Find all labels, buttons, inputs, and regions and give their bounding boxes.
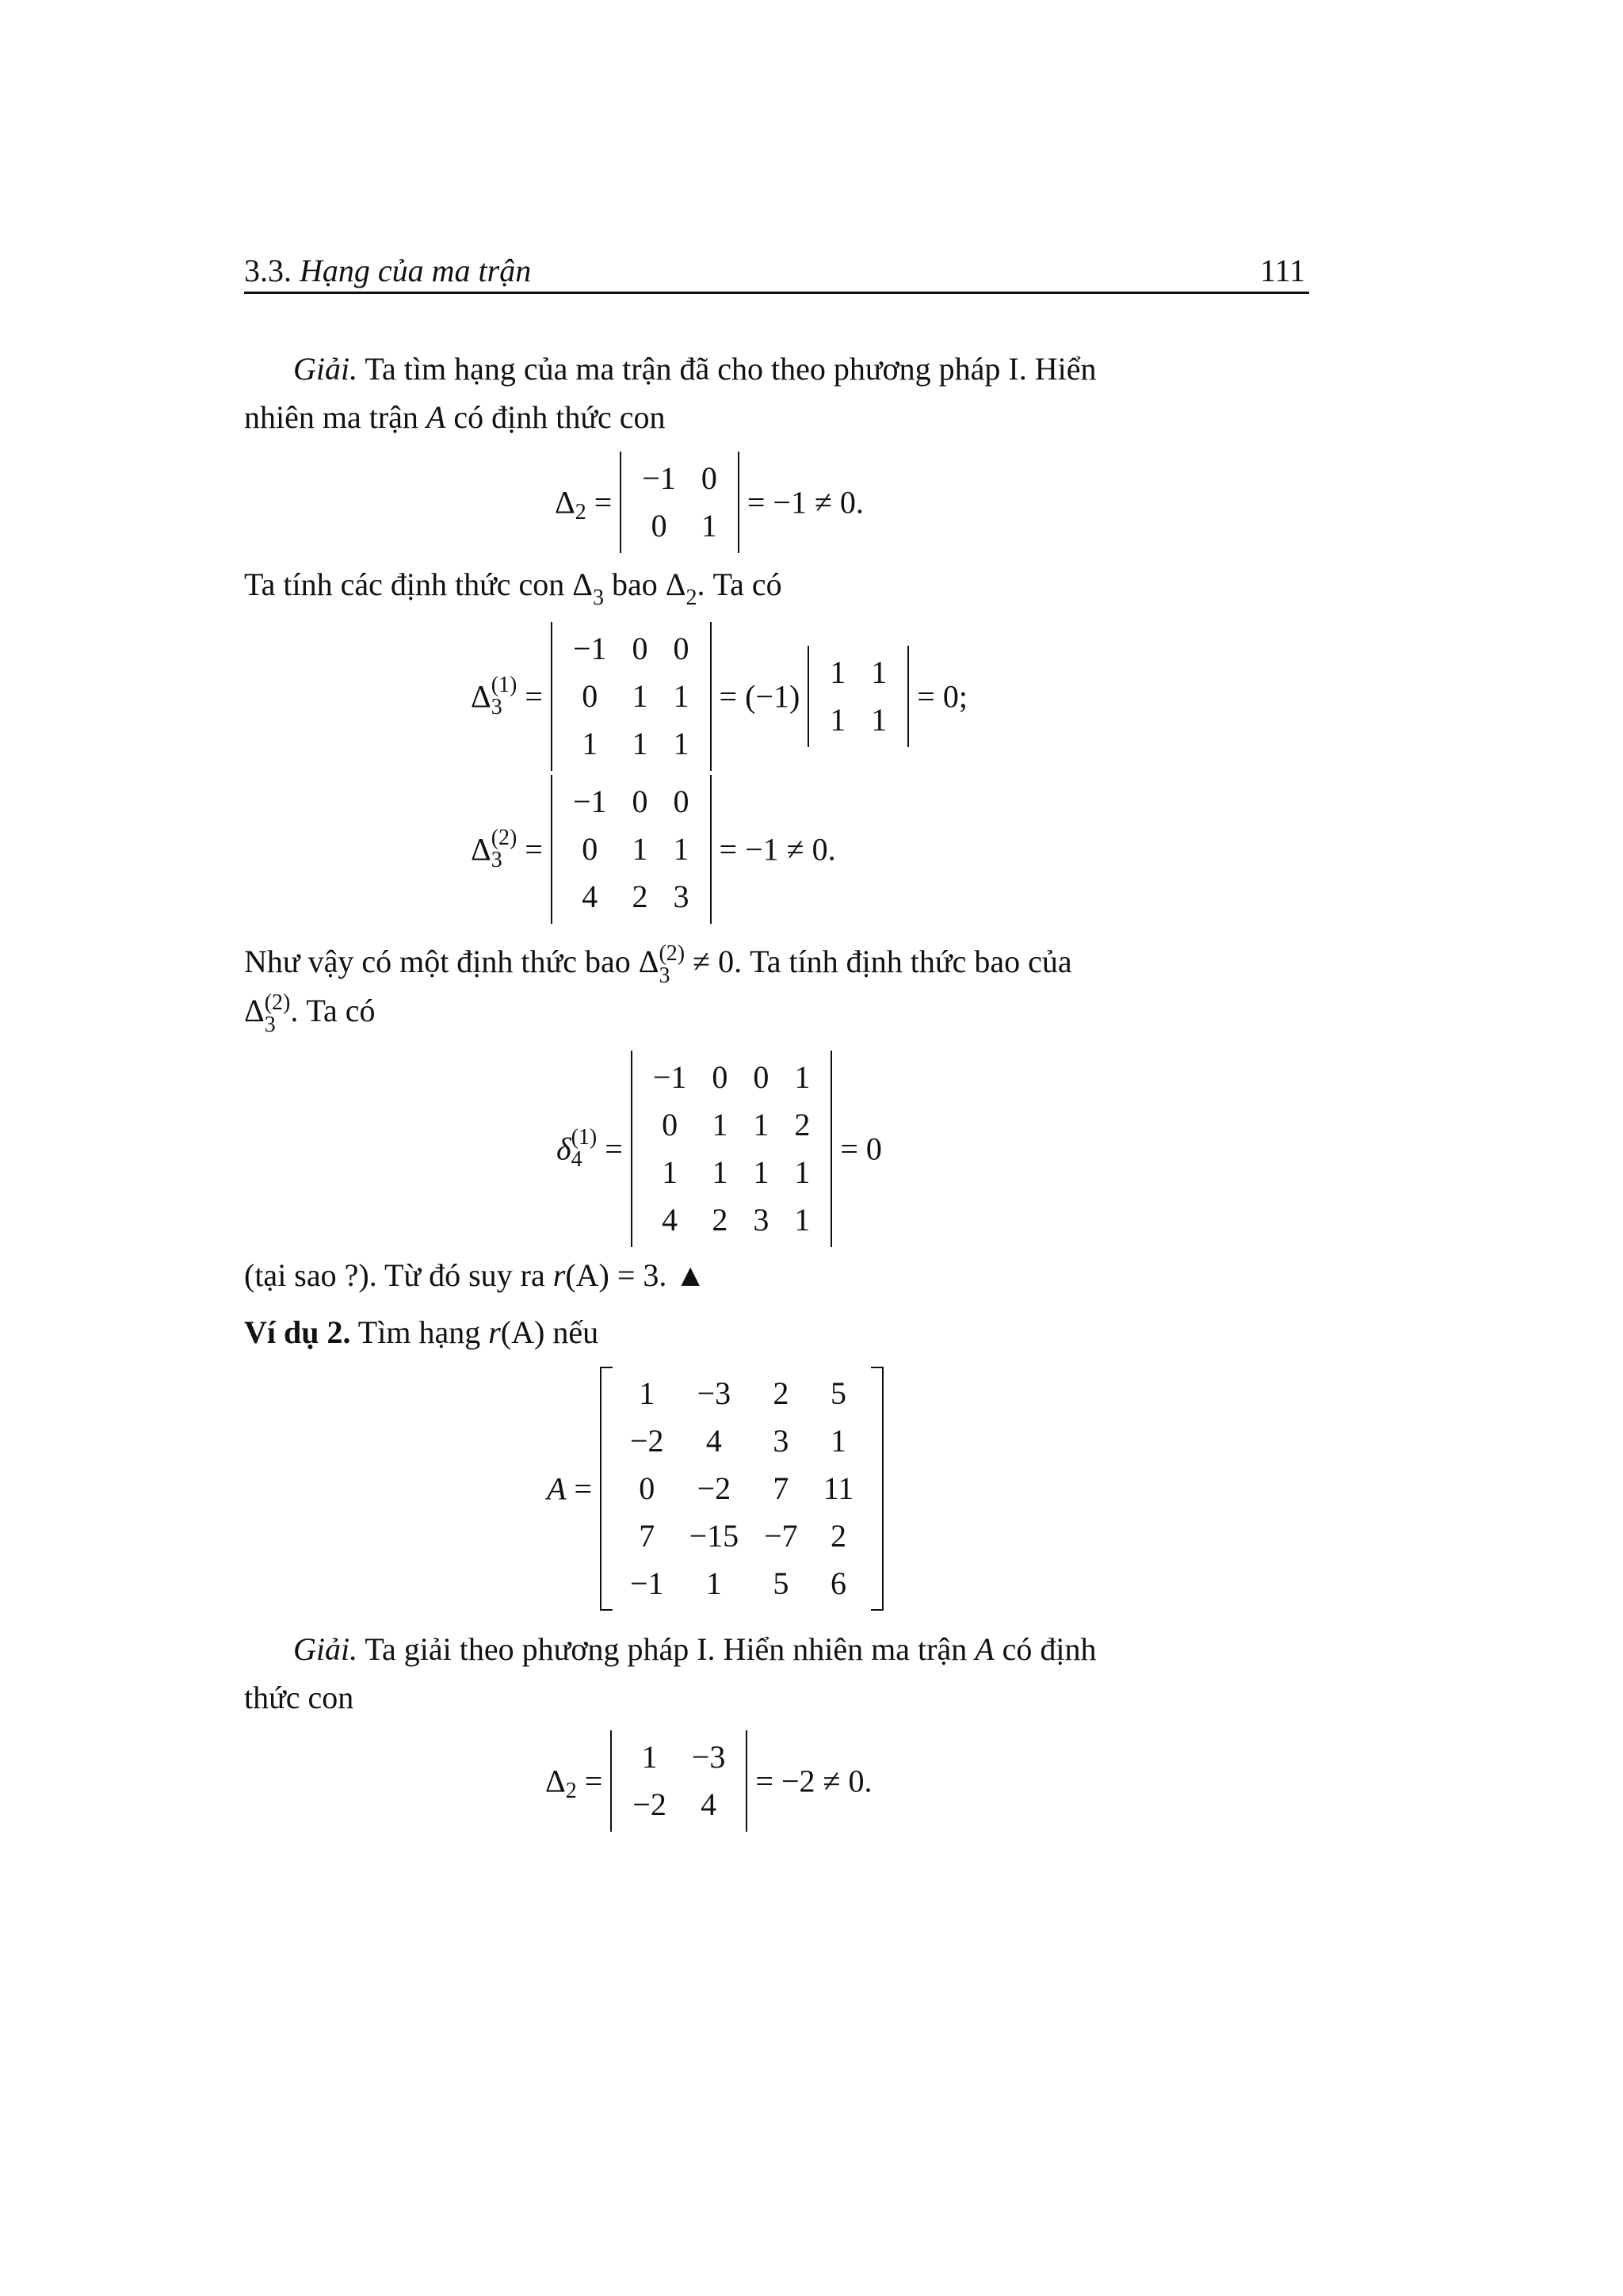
matrix-cell: 1 xyxy=(753,1107,769,1142)
matrix-cell: 4 xyxy=(662,1202,678,1238)
matrix-cell: 1 xyxy=(632,678,648,714)
solution-label: Giải. xyxy=(293,1631,358,1667)
matrix-row xyxy=(560,625,702,673)
matrix-row xyxy=(617,1512,866,1560)
delta-symbol: Δ xyxy=(244,993,265,1028)
small-delta-symbol: δ xyxy=(556,1131,571,1167)
subscript: 2 xyxy=(685,585,697,610)
matrix-cell: −1 xyxy=(652,1059,687,1095)
subscript: 2 xyxy=(575,500,586,525)
delta-symbol: Δ xyxy=(638,944,659,979)
matrix-cell: 0 xyxy=(632,631,648,666)
matrix-cell: −1 xyxy=(642,460,676,496)
matrix-cell: 0 xyxy=(701,460,717,496)
matrix-cell: −1 xyxy=(630,1566,664,1601)
text: Ta tính các định thức con xyxy=(244,566,573,602)
var-a: A xyxy=(547,1470,567,1507)
paragraph-4 xyxy=(244,1252,706,1299)
matrix-row xyxy=(617,1560,866,1608)
equals: = xyxy=(594,484,613,521)
text: Tìm hạng xyxy=(350,1314,489,1350)
paragraph-1-line-1 xyxy=(293,345,1097,393)
bracket-matrix xyxy=(600,1367,884,1611)
matrix-cell: 11 xyxy=(823,1470,854,1506)
delta-symbol: Δ xyxy=(545,1763,566,1799)
matrix-cell: 1 xyxy=(794,1202,811,1238)
matrix-cell: 3 xyxy=(773,1423,789,1459)
section-title: Hạng của ma trận xyxy=(300,253,532,288)
matrix-row xyxy=(560,720,702,768)
matrix-row xyxy=(817,696,899,744)
example-2-heading xyxy=(244,1309,598,1356)
text: . Ta có xyxy=(290,993,376,1028)
matrix-cell: 0 xyxy=(662,1107,678,1142)
matrix-cell: 1 xyxy=(712,1154,728,1190)
text: Ta tìm hạng của ma trận đã cho theo phương pháp I. Hiển xyxy=(357,351,1097,387)
matrix-cell: −2 xyxy=(697,1470,731,1506)
factor: = (−1) xyxy=(719,678,800,715)
result: = −2 ≠ 0. xyxy=(755,1763,873,1799)
equation-delta-3-2 xyxy=(471,775,836,924)
matrix-row xyxy=(617,1370,866,1417)
equation-delta-4-1 xyxy=(556,1051,882,1247)
matrix-row xyxy=(617,1465,866,1512)
subscript: 3 xyxy=(593,585,605,610)
matrix-cell: 0 xyxy=(582,678,598,714)
matrix-cell: 1 xyxy=(705,1566,722,1601)
paragraph-2 xyxy=(244,561,782,612)
var-a: A xyxy=(426,399,446,435)
superscript: (1) xyxy=(571,1125,598,1150)
matrix-row xyxy=(629,455,730,502)
equals: = xyxy=(605,1131,623,1167)
matrix-cell: −2 xyxy=(630,1423,664,1459)
paragraph-3-line-1 xyxy=(244,938,1072,987)
matrix-cell: 2 xyxy=(712,1202,728,1238)
matrix-cell: 2 xyxy=(773,1375,789,1411)
matrix-cell: 0 xyxy=(632,784,648,819)
text: bao xyxy=(604,566,666,602)
matrix-cell: 3 xyxy=(673,879,689,914)
paragraph-1-line-2 xyxy=(244,394,666,441)
result: = 0; xyxy=(917,678,968,715)
matrix-cell: −3 xyxy=(697,1375,731,1411)
text: (A) xyxy=(500,1314,545,1350)
matrix-cell: 1 xyxy=(871,702,888,738)
matrix-row xyxy=(620,1733,738,1781)
matrix-row xyxy=(560,673,702,720)
text: có định xyxy=(994,1631,1097,1667)
delta-symbol: Δ xyxy=(471,831,491,868)
end-of-proof-icon: ▲ xyxy=(674,1257,706,1293)
text: . Ta có xyxy=(697,566,782,602)
matrix-cell: 6 xyxy=(830,1566,846,1601)
matrix-row xyxy=(560,873,702,921)
matrix-row xyxy=(640,1101,823,1149)
matrix-cell: −1 xyxy=(572,784,607,819)
matrix-row xyxy=(617,1417,866,1465)
matrix-cell: 2 xyxy=(794,1107,811,1142)
matrix-cell: 1 xyxy=(701,508,717,543)
matrix-cell: 1 xyxy=(639,1375,655,1411)
result: = −1 ≠ 0. xyxy=(719,831,836,868)
matrix-cell: −3 xyxy=(691,1739,726,1775)
delta-symbol: Δ xyxy=(555,484,575,521)
matrix-cell: 1 xyxy=(662,1154,678,1190)
matrix-cell: 1 xyxy=(830,702,846,738)
var-r: r xyxy=(488,1314,501,1350)
text: nếu xyxy=(544,1314,599,1350)
text: ≠ 0. Ta tính định thức bao của xyxy=(685,944,1072,979)
matrix-a xyxy=(547,1367,884,1611)
section-number: 3.3. xyxy=(244,253,292,288)
matrix-row xyxy=(560,778,702,826)
matrix-cell: 1 xyxy=(673,726,689,761)
determinant-3x3 xyxy=(551,775,712,924)
result: = −1 ≠ 0. xyxy=(747,484,864,521)
matrix-cell: 1 xyxy=(830,1423,846,1459)
text: (A) xyxy=(565,1257,609,1293)
text: Như vậy có một định thức bao xyxy=(244,944,639,979)
result: = 0 xyxy=(840,1131,882,1167)
paragraph-3-line-2 xyxy=(244,987,376,1036)
matrix-cell: 0 xyxy=(582,831,598,867)
text: nhiên ma trận xyxy=(244,399,426,435)
matrix-cell: 1 xyxy=(794,1059,811,1095)
equals: = xyxy=(574,1470,592,1507)
superscript: (2) xyxy=(264,990,291,1015)
matrix-cell: −15 xyxy=(689,1518,739,1554)
matrix-cell: 4 xyxy=(705,1423,722,1459)
superscript: (2) xyxy=(659,940,685,966)
matrix-cell: 1 xyxy=(641,1739,658,1775)
equals: = xyxy=(525,678,543,715)
delta-symbol: Δ xyxy=(572,566,594,602)
page-number: 111 xyxy=(1260,253,1306,288)
matrix-cell: −2 xyxy=(632,1787,666,1822)
matrix-cell: 1 xyxy=(632,726,648,761)
matrix-cell: 4 xyxy=(582,879,598,914)
subscript: 3 xyxy=(491,695,502,719)
matrix-cell: 1 xyxy=(753,1154,769,1190)
matrix-row xyxy=(640,1196,823,1244)
matrix-cell: 0 xyxy=(712,1059,728,1095)
delta-symbol: Δ xyxy=(471,678,491,715)
determinant-4x4 xyxy=(631,1051,833,1247)
matrix-cell: 1 xyxy=(794,1154,811,1190)
matrix-cell: 7 xyxy=(773,1470,789,1506)
equation-delta-2-b xyxy=(545,1730,873,1832)
matrix-row xyxy=(620,1781,738,1829)
matrix-cell: 5 xyxy=(773,1566,789,1601)
matrix-row xyxy=(640,1054,823,1101)
matrix-row xyxy=(629,502,730,550)
header-rule xyxy=(244,292,1309,294)
matrix-cell: −1 xyxy=(572,631,607,666)
determinant xyxy=(620,452,739,553)
var-a: A xyxy=(975,1631,995,1667)
subscript: 3 xyxy=(491,848,502,872)
subscript: 4 xyxy=(571,1147,582,1172)
determinant-2x2 xyxy=(808,646,909,747)
text: Ta giải theo phương pháp I. Hiển nhiên ma trận xyxy=(357,1631,976,1667)
matrix-cell: 1 xyxy=(871,654,888,690)
subscript: 3 xyxy=(659,963,670,988)
matrix-cell: 1 xyxy=(830,654,846,690)
paragraph-6-line-2: thức con xyxy=(244,1680,354,1715)
matrix-cell: 1 xyxy=(712,1107,728,1142)
determinant-3x3 xyxy=(551,622,712,771)
subscript: 3 xyxy=(264,1012,276,1037)
matrix-row xyxy=(817,649,899,696)
superscript: (2) xyxy=(491,826,517,850)
matrix-cell: 0 xyxy=(753,1059,769,1095)
matrix-cell: 1 xyxy=(582,726,598,761)
matrix-cell: 1 xyxy=(673,831,689,867)
determinant xyxy=(610,1730,747,1832)
text: = 3. xyxy=(609,1257,675,1293)
matrix-cell: 1 xyxy=(673,678,689,714)
matrix-cell: 0 xyxy=(673,784,689,819)
text: có định thức con xyxy=(445,399,666,435)
equation-delta-3-1 xyxy=(471,622,968,771)
matrix-cell: 4 xyxy=(701,1787,717,1822)
matrix-cell: 1 xyxy=(632,831,648,867)
matrix-cell: 0 xyxy=(651,508,667,543)
matrix-cell: 5 xyxy=(830,1375,846,1411)
matrix-cell: −7 xyxy=(764,1518,798,1554)
matrix-cell: 0 xyxy=(673,631,689,666)
matrix-cell: 3 xyxy=(753,1202,769,1238)
example-label: Ví dụ 2. xyxy=(244,1314,351,1350)
delta-symbol: Δ xyxy=(665,566,686,602)
equals: = xyxy=(525,831,543,868)
matrix-row xyxy=(560,826,702,873)
subscript: 2 xyxy=(565,1779,577,1804)
var-r: r xyxy=(552,1257,566,1293)
text: (tại sao ?). Từ đó suy ra xyxy=(244,1257,553,1293)
matrix-row xyxy=(640,1149,823,1196)
running-header xyxy=(244,252,531,290)
matrix-cell: 2 xyxy=(830,1518,846,1554)
solution-label: Giải. xyxy=(293,351,358,387)
matrix-cell: 7 xyxy=(639,1518,655,1554)
matrix-cell: 2 xyxy=(632,879,648,914)
matrix-cell: 0 xyxy=(639,1470,655,1506)
equals: = xyxy=(584,1763,603,1799)
superscript: (1) xyxy=(491,673,517,697)
paragraph-6-line-1 xyxy=(293,1626,1097,1673)
equation-delta-2 xyxy=(555,452,864,553)
